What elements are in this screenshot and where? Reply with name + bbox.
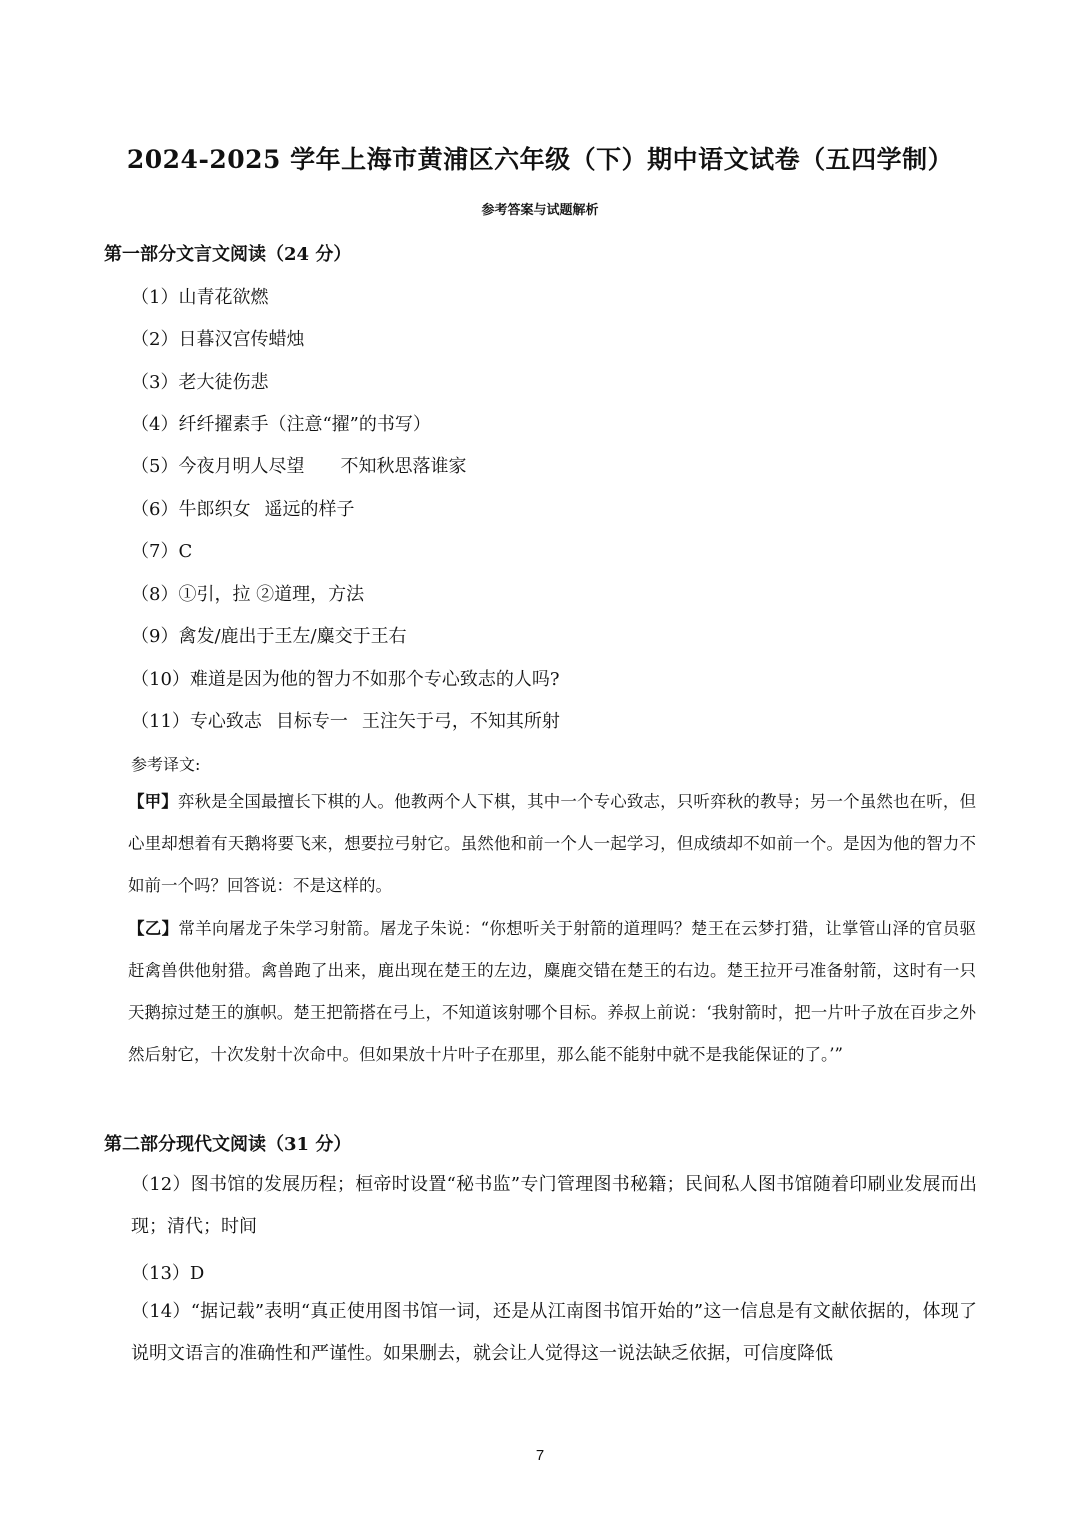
answer-12: （12）图书馆的发展历程；桓帝时设置“秘书监”专门管理图书秘籍；民间私人图书馆随着印刷业发展而出现；清代；时间 [131, 1174, 977, 1237]
answer-6-part-a: （6）牛郎织女 [131, 499, 251, 520]
translation-jia-tag: 【甲】 [128, 792, 178, 811]
section-heading-part1: 第一部分文言文阅读（24 分） [104, 244, 352, 265]
translation-yi [128, 908, 976, 1076]
answer-5 [131, 452, 466, 478]
answer-11-part-b: 目标专一 [275, 711, 348, 732]
answer-8: （8）①引，拉 ②道理，方法 [131, 584, 365, 605]
answer-5-part-a: （5）今夜月明人尽望 [131, 456, 305, 477]
answer-1: （1）山青花欲燃 [131, 287, 269, 308]
answer-2: （2）日暮汉宫传蜡烛 [131, 329, 305, 350]
page-title: 2024-2025 学年上海市黄浦区六年级（下）期中语文试卷（五四学制） [126, 145, 954, 174]
answer-10: （10）难道是因为他的智力不如那个专心致志的人吗? [131, 669, 560, 690]
answer-4: （4）纤纤擢素手（注意“擢”的书写） [131, 414, 431, 435]
answer-11-part-c: 王注矢于弓，不知其所射 [361, 711, 560, 732]
translation-jia [128, 781, 976, 907]
answer-9: （9）禽发/鹿出于王左/麋交于王右 [131, 626, 407, 647]
page-subtitle: 参考答案与试题解析 [481, 203, 599, 218]
translation-yi-tag: 【乙】 [128, 919, 179, 938]
translation-yi-text: 常羊向屠龙子朱学习射箭。屠龙子朱说：“你想听关于射箭的道理吗？楚王在云梦打猎，让掌管山泽的官员驱赶禽兽供他射猎。禽兽跑了出来，鹿出现在楚王的左边，麋鹿交错在楚王的右边。楚王拉开弓准备射箭，这时有一只天鹅掠过楚王的旗帜。楚王把箭搭在弓上，不知道该射哪个目标。养叔上前说：‘我射箭时，把一片叶子放在百步之外然后射它，十次发射十次命中。但如果放十片叶子在那里，那么能不能射中就不是我能保证的了。’” [128, 919, 976, 1064]
answer-7: （7）C [131, 541, 193, 562]
translation-label: 参考译文: [131, 755, 201, 774]
answer-11-part-a: （11）专心致志 [131, 711, 262, 732]
answer-5-part-b: 不知秋思落谁家 [340, 456, 467, 477]
answer-14: （14）“据记载”表明“真正使用图书馆一词，还是从江南图书馆开始的”这一信息是有文献依据的，体现了说明文语言的准确性和严谨性。如果删去，就会让人觉得这一说法缺乏依据，可信度降低 [131, 1301, 977, 1364]
answer-11 [131, 707, 560, 733]
page-number: 7 [535, 1447, 545, 1464]
answer-13: （13）D [131, 1263, 205, 1284]
answer-6-part-b: 遥远的样子 [264, 499, 355, 520]
section-heading-part2: 第二部分现代文阅读（31 分） [104, 1134, 352, 1155]
translation-jia-text: 弈秋是全国最擅长下棋的人。他教两个人下棋，其中一个专心致志，只听弈秋的教导；另一个虽然也在听，但心里却想着有天鹅将要飞来，想要拉弓射它。虽然他和前一个人一起学习，但成绩却不如前一个。是因为他的智力不如前一个吗？回答说：不是这样的。 [128, 792, 977, 895]
answer-3: （3）老大徒伤悲 [131, 372, 269, 393]
answer-6 [131, 495, 354, 521]
